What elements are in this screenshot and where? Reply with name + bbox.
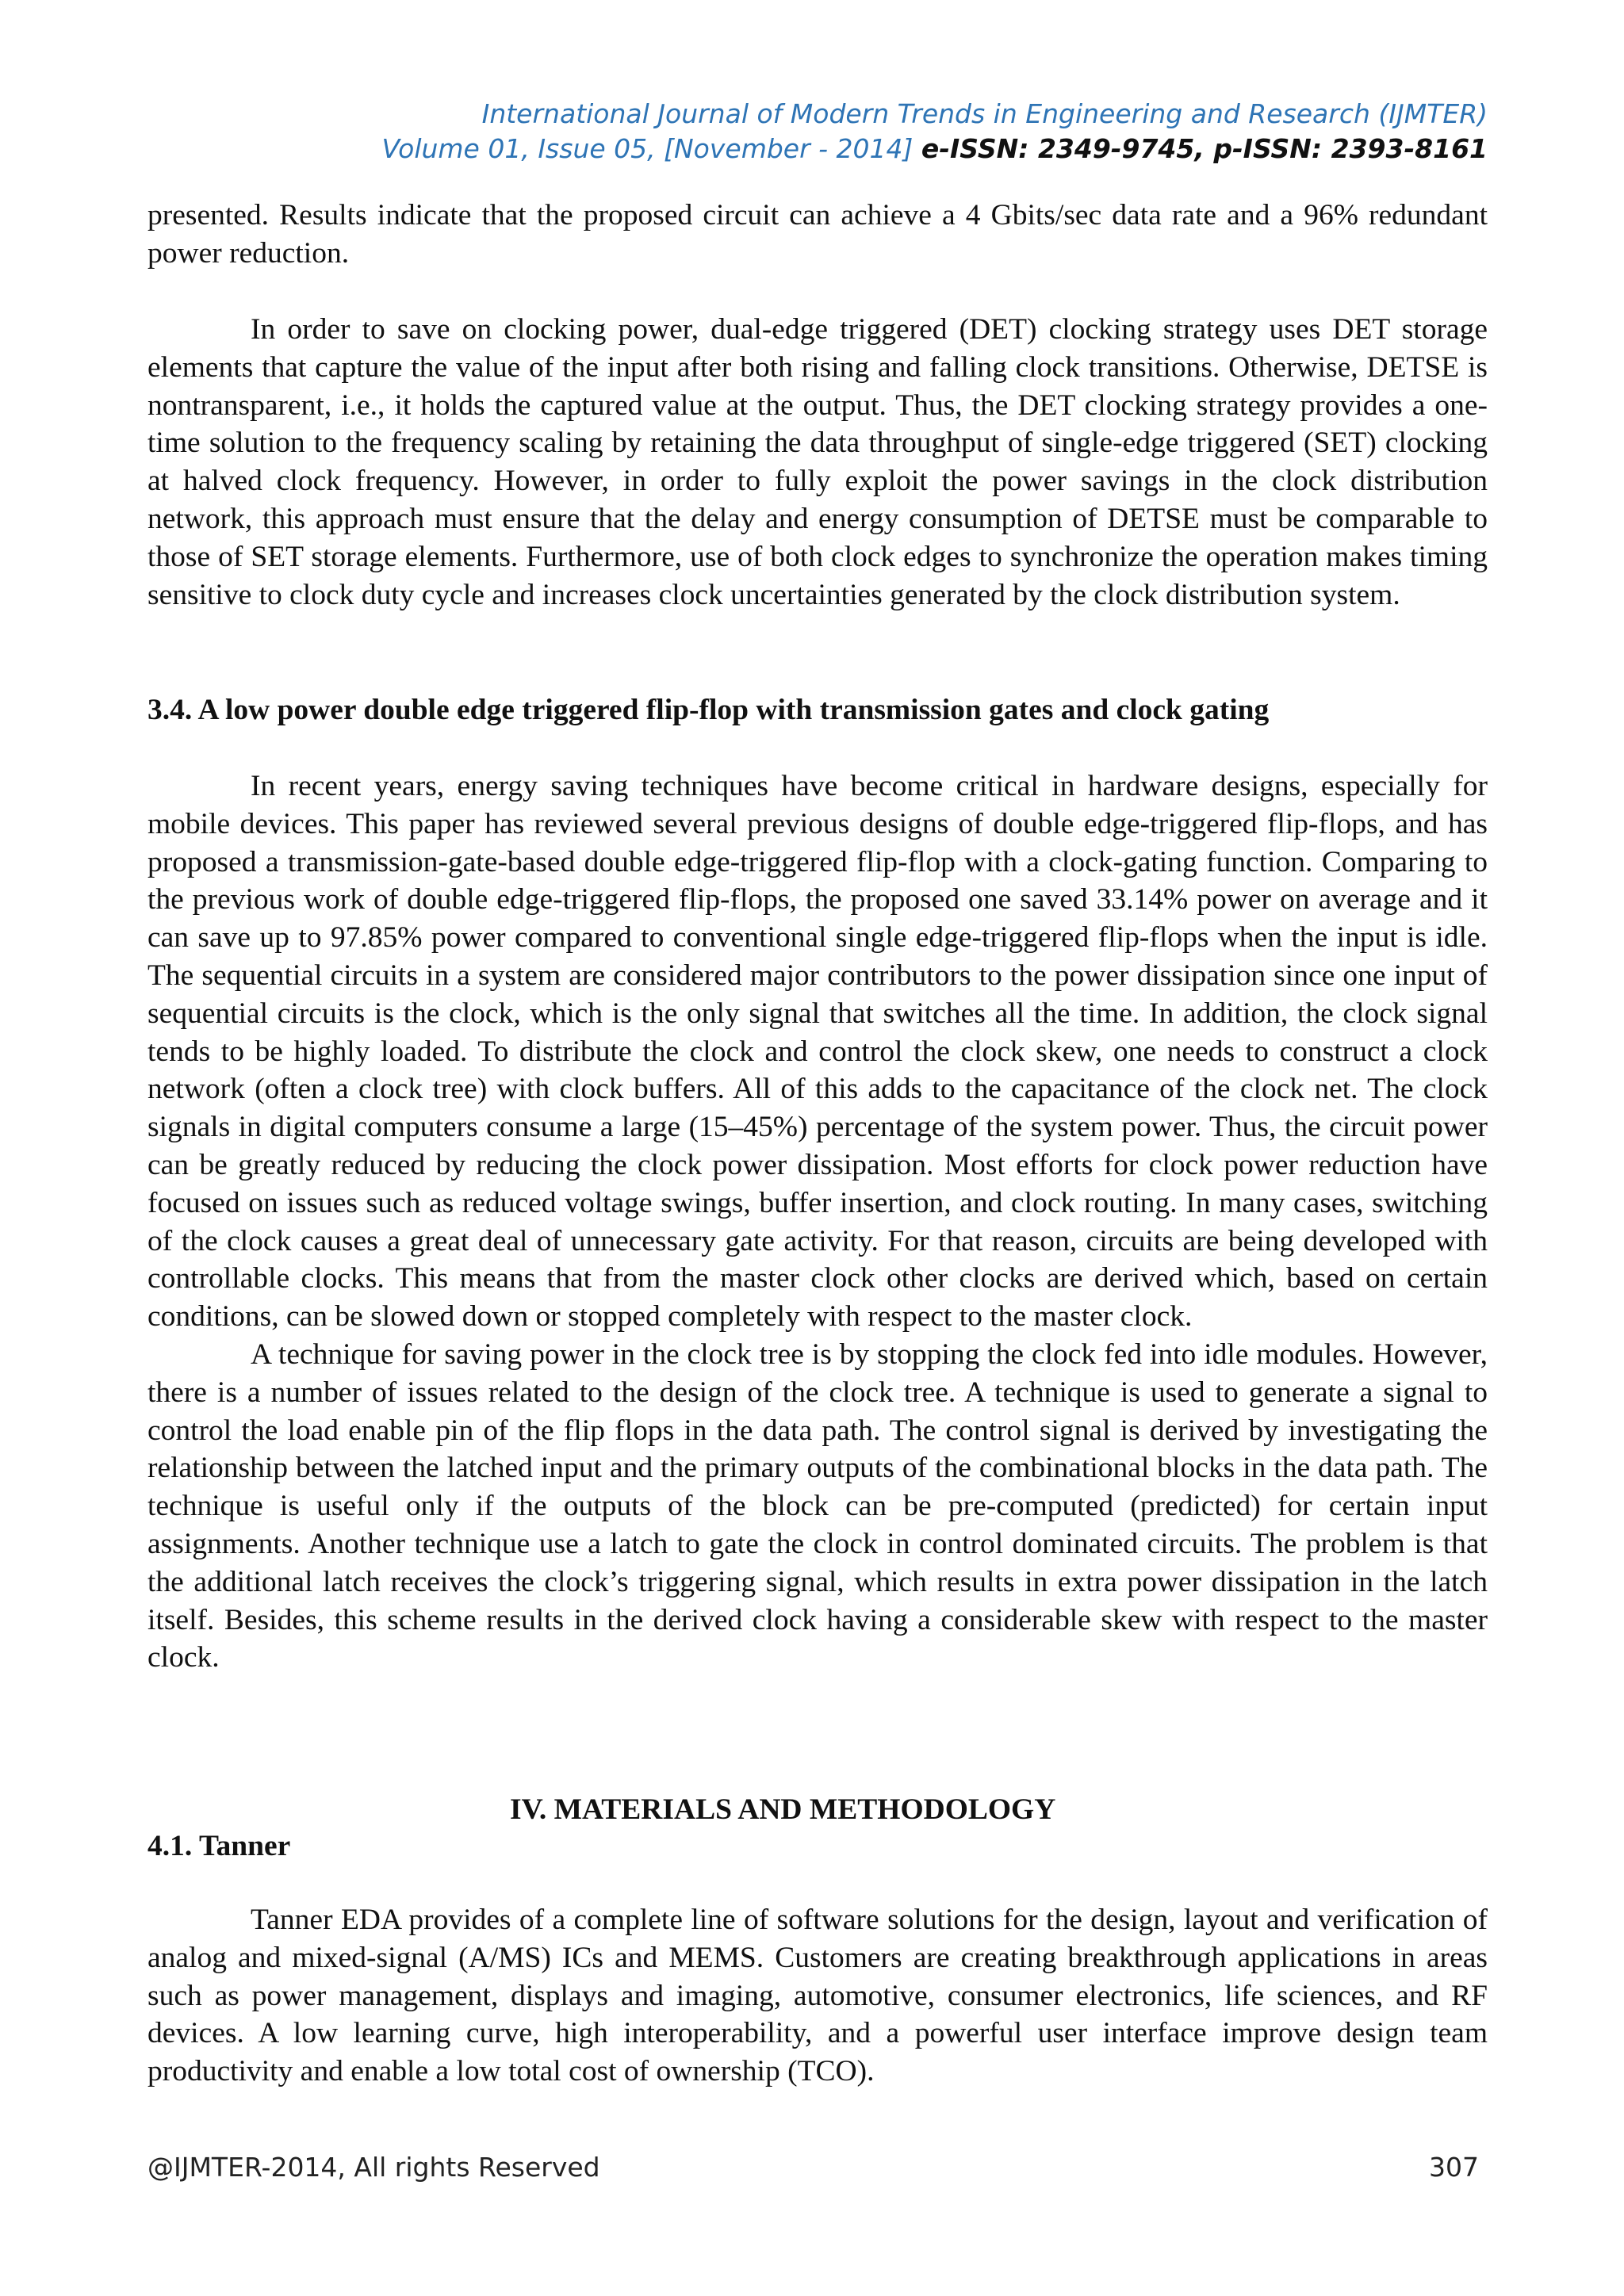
paragraph-4: A technique for saving power in the clock tree is by stopping the clock fed into idle modules. However, there is a number of issues related to the design of the clock tree. A technique is used to generate a signal to control the load enable pin of the flip flops in the data path. The control signal is derived by investigating the relationship between the latched input and the primary outputs of the combinational blocks in the data path. The technique is useful only if the outputs of the block can be pre-computed (predicted) for certain input assignments. Another technique use a latch to gate the clock in control dominated circuits. The problem is that the additional latch receives the clock’s triggering signal, which results in extra power dissipation in the latch itself. Besides, this scheme results in the derived clock having a considerable skew with respect to the master clock.	[147, 1337, 1488, 1674]
volume-info: Volume 01, Issue 05, [November - 2014]	[381, 133, 914, 164]
paragraph-3: In recent years, energy saving techniques have become critical in hardware designs, especially for mobile devices. This paper has reviewed several previous designs of double edge-triggered flip-flops, and has proposed a transmission-gate-based double edge-triggered flip-flop with a clock-gating function. Comparing to the previous work of double edge-triggered flip-flops, the proposed one saved 33.14% power on average and it can save up to 97.85% power compared to conventional single edge-triggered flip-flops when the input is idle. The sequential circuits in a system are considered major contributors to the power dissipation since one input of sequential circuits is the clock, which is the only signal that switches all the time. In addition, the clock signal tends to be highly loaded. To distribute the clock and control the clock skew, one needs to construct a clock network (often a clock tree) with clock buffers. All of this adds to the capacitance of the clock net. The clock signals in digital computers consume a large (15–45%) percentage of the system power. Thus, the circuit power can be greatly reduced by reducing the clock power dissipation. Most efforts for clock power reduction have focused on issues such as reduced voltage swings, buffer insertion, and clock routing. In many cases, switching of the clock causes a great deal of unnecessary gate activity. For that reason, circuits are being developed with controllable clocks. This means that from the master clock other clocks are derived which, based on certain conditions, can be slowed down or stopped completely with respect to the master clock.	[147, 770, 1488, 1334]
section-heading-3-4: 3.4. A low power double edge triggered flip-flop with transmission gates and clock gating	[147, 694, 1270, 726]
footer-copyright: @IJMTER-2014, All rights Reserved	[147, 2152, 600, 2183]
journal-header	[147, 97, 1488, 166]
section-heading-iv: IV. MATERIALS AND METHODOLOGY	[510, 1793, 1056, 1826]
paragraph-tanner-block	[147, 1901, 1488, 2091]
volume-issn-line	[147, 132, 1488, 166]
paragraph-continued	[147, 197, 1488, 273]
paragraph-recent-block	[147, 767, 1488, 1677]
paragraph-5: Tanner EDA provides of a complete line of software solutions for the design, layout and verification of analog and mixed-signal (A/MS) ICs and MEMS. Customers are creating breakthrough applications in areas such as power management, displays and imaging, automotive, consumer electronics, life sciences, and RF devices. A low learning curve, high interoperability, and a powerful user interface improve design team productivity and enable a low total cost of ownership (TCO).	[147, 1904, 1488, 2088]
paragraph-2: In order to save on clocking power, dual-edge triggered (DET) clocking strategy uses DET storage elements that capture the value of the input after both rising and falling clock transitions. Otherwise, DETSE is nontransparent, i.e., it holds the captured value at the output. Thus, the DET clocking strategy provides a one-time solution to the frequency scaling by retaining the data throughput of single-edge triggered (SET) clocking at halved clock frequency. However, in order to fully exploit the power savings in the clock distribution network, this approach must ensure that the delay and energy consumption of DETSE must be comparable to those of SET storage elements. Furthermore, use of both clock edges to synchronize the operation makes timing sensitive to clock duty cycle and increases clock uncertainties generated by the clock distribution system.	[147, 313, 1488, 611]
footer-page-number: 307	[1429, 2152, 1479, 2183]
journal-title: International Journal of Modern Trends in Engineering and Research (IJMTER)	[481, 98, 1488, 129]
paragraph-1: presented. Results indicate that the proposed circuit can achieve a 4 Gbits/sec data rate and a 96% redundant power reduction.	[147, 199, 1488, 270]
paragraph-det-block	[147, 311, 1488, 614]
section-heading-4-1: 4.1. Tanner	[147, 1830, 291, 1862]
issn-info: e-ISSN: 2349-9745, p-ISSN: 2393-8161	[921, 133, 1488, 164]
